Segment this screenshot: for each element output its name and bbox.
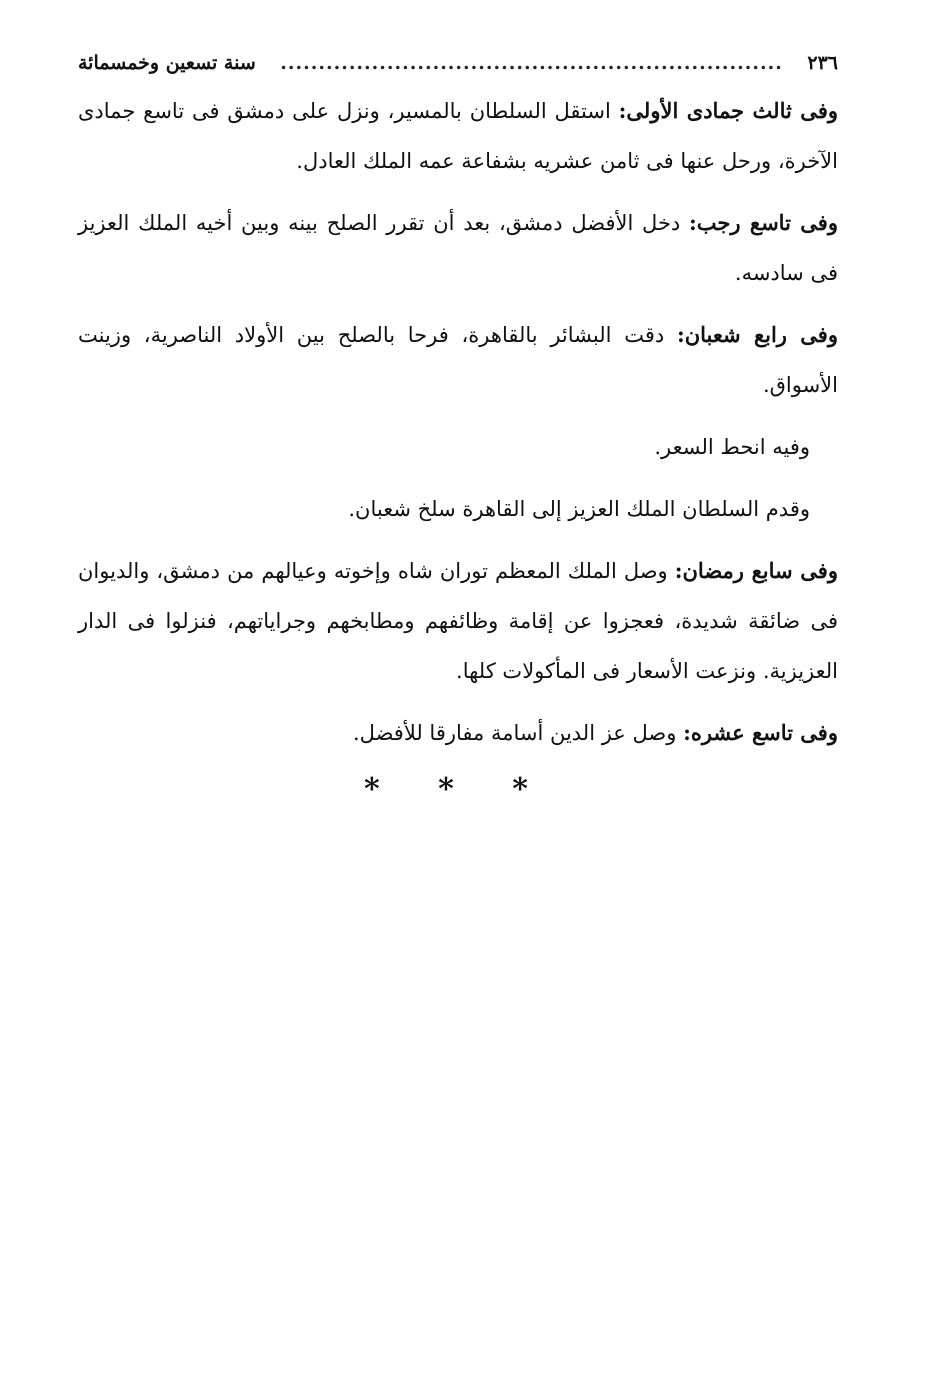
entry-date-lead: وفى تاسع رجب: — [689, 210, 838, 235]
entry-paragraph — [78, 484, 838, 534]
page-number: ٢٣٦ — [807, 52, 838, 74]
entry-text: وفيه انحط السعر. — [654, 435, 810, 459]
entry-text: وصل الملك المعظم توران شاه وإخوته وعيالهم من دمشق، والديوان فى ضائقة شديدة، فعجزوا عن إقامة وظائفهم ومطابخهم وجراياتهم، فنزلوا فى الدار العزيزية. ونزعت الأسعار فى المأكولات كلها. — [78, 559, 838, 683]
entry-date-lead: وفى ثالث جمادى الأولى: — [618, 98, 838, 123]
entry-paragraph — [78, 546, 838, 696]
entry-date-lead: وفى تاسع عشره: — [683, 720, 838, 745]
entry-paragraph — [78, 708, 838, 758]
entry-text: دخل الأفضل دمشق، بعد أن تقرر الصلح بينه وبين أخيه الملك العزيز فى سادسه. — [78, 211, 838, 285]
running-header-title: سنة تسعين وخمسمائة — [78, 52, 256, 74]
entry-paragraph — [78, 198, 838, 298]
entry-paragraph — [78, 422, 838, 472]
entry-text: وقدم السلطان الملك العزيز إلى القاهرة سلخ شعبان. — [348, 497, 810, 521]
running-header — [78, 52, 838, 86]
section-divider-ornament: * * * — [364, 772, 552, 807]
entry-date-lead: وفى رابع شعبان: — [676, 322, 838, 347]
entry-paragraph — [78, 86, 838, 186]
entry-text: دقت البشائر بالقاهرة، فرحا بالصلح بين الأولاد الناصرية، وزينت الأسواق. — [78, 323, 838, 397]
entry-text: وصل عز الدين أسامة مفارقا للأفضل. — [352, 721, 684, 745]
entry-paragraph — [78, 310, 838, 410]
book-page — [78, 52, 838, 810]
entry-date-lead: وفى سابع رمضان: — [674, 558, 838, 583]
entry-text: استقل السلطان بالمسير، ونزل على دمشق فى تاسع جمادى الآخرة، ورحل عنها فى ثامن عشريه بشفاعة عمه الملك العادل. — [78, 99, 838, 173]
dot-leader: .................................................................. — [280, 52, 783, 74]
